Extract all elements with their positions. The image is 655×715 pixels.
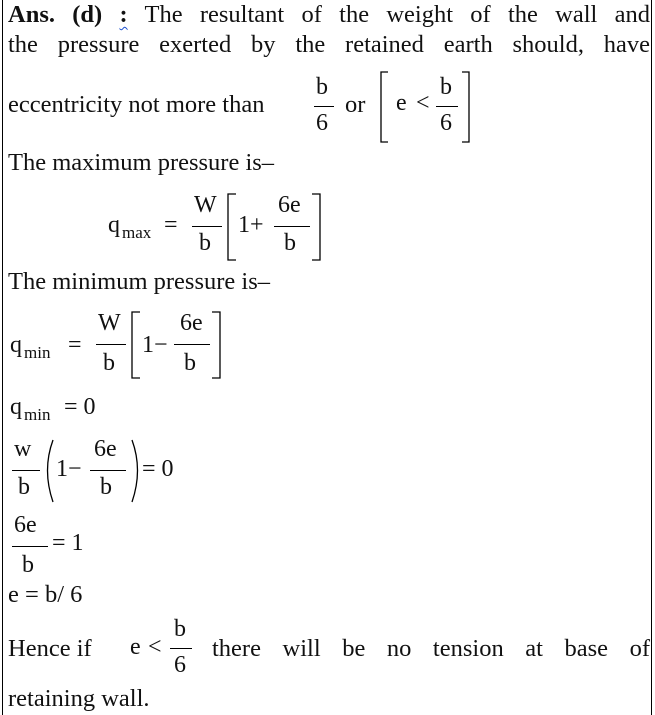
one-plus: 1+ — [238, 212, 264, 238]
conclusion-condition — [130, 614, 200, 688]
min-zero-equation — [8, 392, 128, 428]
fraction-numerator: b — [316, 74, 328, 100]
min-subscript: min — [24, 343, 51, 362]
w-b-bracket-equation — [8, 432, 208, 508]
condition-numerator: b — [440, 74, 452, 100]
six-e-numerator: 6e — [278, 192, 301, 218]
equals-zero: = 0 — [142, 456, 174, 482]
condition-fraction-bar — [170, 648, 192, 649]
fraction-bar — [12, 546, 48, 547]
answer-line-1: The resultant of the weight of the wall and — [144, 1, 651, 28]
eccentricity-text: eccentricity not more than — [8, 91, 265, 118]
one-minus: 1− — [142, 332, 168, 358]
equals-one: = 1 — [52, 530, 84, 556]
or-word: or — [345, 91, 366, 118]
b-denominator: b — [22, 552, 34, 578]
min-pressure-label: The minimum pressure is– — [8, 268, 270, 295]
w-numerator: w — [14, 436, 32, 462]
six-e-numerator: 6e — [14, 512, 37, 538]
fraction-bar — [314, 106, 334, 107]
condition-e: e — [396, 90, 407, 116]
b-denominator-2: b — [284, 230, 296, 256]
W-numerator: W — [98, 310, 121, 336]
condition-e: e — [130, 634, 141, 660]
condition-bracket-expression — [380, 70, 475, 144]
q-symbol: q — [10, 394, 22, 420]
conclusion-last-line: retaining wall. — [8, 685, 150, 712]
max-pressure-equation — [100, 188, 340, 264]
max-subscript: max — [122, 223, 152, 242]
result-line: e = b/ 6 — [8, 581, 83, 608]
q-symbol: q — [10, 332, 22, 358]
one-minus: 1− — [56, 456, 82, 482]
six-e-numerator: 6e — [180, 310, 203, 336]
answer-prefix: Ans. (d) — [8, 1, 103, 28]
six-e-over-b-bar — [274, 226, 310, 227]
conclusion-text: there will be no tension at base of — [212, 635, 650, 662]
less-than-sign: < — [148, 634, 162, 660]
W-numerator: W — [194, 192, 217, 218]
b-denominator: b — [103, 350, 115, 376]
b-denominator: b — [18, 474, 30, 500]
equals-sign: = — [68, 332, 82, 358]
b-denominator: b — [199, 230, 211, 256]
equals-sign: = — [164, 212, 178, 238]
six-e-over-b-bar — [174, 344, 210, 345]
right-border — [651, 0, 652, 715]
left-border — [2, 0, 3, 715]
condition-denominator: 6 — [440, 110, 452, 136]
condition-fraction-bar — [436, 106, 458, 107]
b-denominator-2: b — [100, 474, 112, 500]
max-pressure-label: The maximum pressure is– — [8, 149, 275, 176]
min-pressure-equation — [8, 306, 238, 382]
fraction-denominator: 6 — [316, 110, 328, 136]
q-symbol: q — [108, 212, 120, 238]
condition-numerator: b — [174, 616, 186, 642]
answer-colon: : — [119, 1, 128, 28]
equals-zero: = 0 — [64, 394, 96, 420]
min-subscript: min — [24, 405, 51, 424]
b-denominator-2: b — [184, 350, 196, 376]
six-e-over-b-bar — [90, 470, 126, 471]
condition-denominator: 6 — [174, 652, 186, 678]
six-e-numerator: 6e — [94, 436, 117, 462]
less-than-sign: < — [416, 90, 430, 116]
paragraph-line-1 — [8, 0, 650, 30]
hence-if: Hence if — [8, 635, 92, 662]
six-e-over-b-equation — [8, 510, 108, 586]
paragraph-line-2: the pressure exerted by the retained earth should, have — [8, 31, 650, 58]
